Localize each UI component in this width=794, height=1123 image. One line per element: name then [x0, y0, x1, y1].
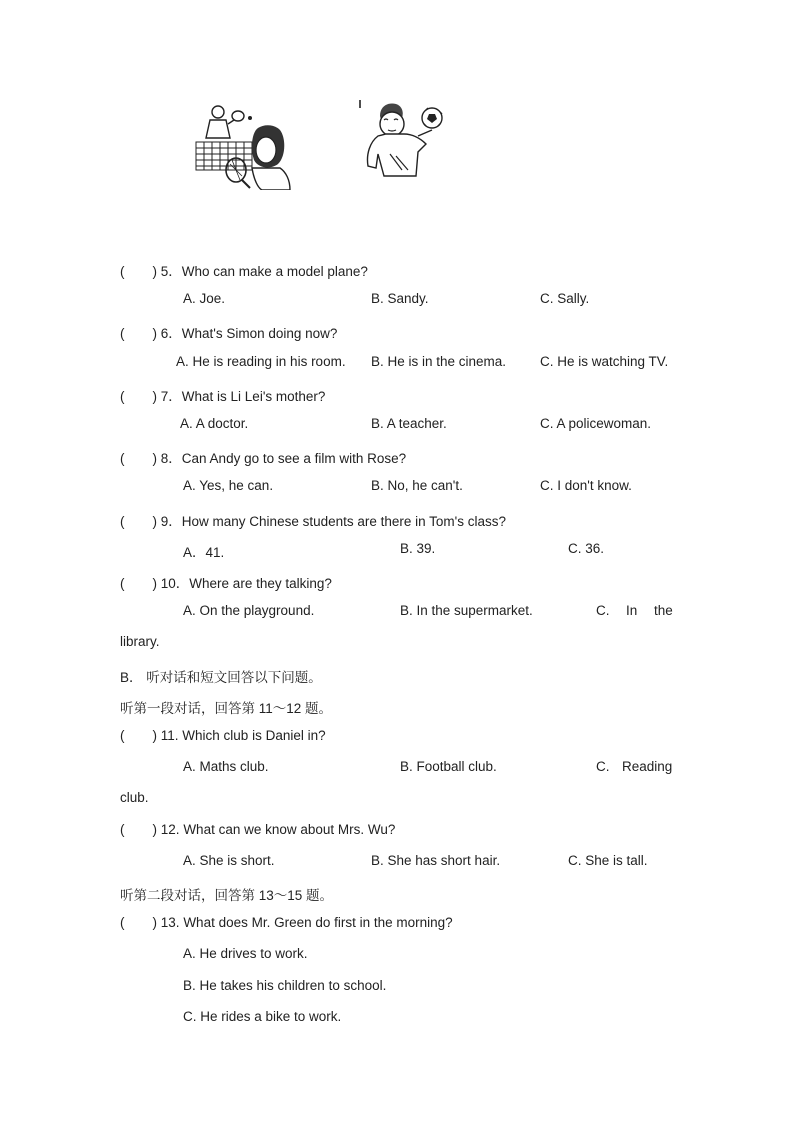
- option-b: B. In the supermarket.: [400, 603, 533, 618]
- answer-paren-open: (: [120, 326, 125, 341]
- question-text: What's Simon doing now?: [181, 326, 338, 341]
- option-b: B. He is in the cinema.: [371, 354, 507, 369]
- question-number: 11.: [160, 728, 179, 743]
- option-c-wrap: club.: [120, 790, 149, 805]
- question-number: 8．: [160, 451, 182, 466]
- answer-paren-close: ): [152, 264, 157, 279]
- option-b: B. 39.: [400, 541, 436, 556]
- option-b: B. Sandy.: [371, 291, 429, 306]
- answer-paren-close: ): [152, 822, 157, 837]
- question-number: 6．: [160, 326, 182, 341]
- answer-paren-close: ): [152, 451, 157, 466]
- option-a: A. A doctor.: [180, 416, 249, 431]
- answer-paren-open: (: [120, 264, 125, 279]
- option-c-letter: C.: [596, 759, 610, 774]
- question-10: [120, 572, 332, 592]
- question-number: 9．: [160, 514, 182, 529]
- option-a: A. Joe.: [183, 291, 226, 306]
- question-text: What does Mr. Green do first in the morning?: [183, 915, 453, 930]
- answer-paren-open: (: [120, 915, 125, 930]
- option-a: A. Maths club.: [183, 759, 269, 774]
- question-text: How many Chinese students are there in Tom's class?: [181, 514, 507, 529]
- option-a: A. Yes, he can.: [183, 478, 274, 493]
- option-b: B. She has short hair.: [371, 853, 501, 868]
- option-b: B. A teacher.: [371, 416, 447, 431]
- question-13: [120, 915, 453, 930]
- option-c: C. 36.: [568, 541, 605, 556]
- option-a: A. He drives to work.: [183, 946, 308, 961]
- question-7: [120, 385, 325, 405]
- option-b: B. No, he can't.: [371, 478, 463, 493]
- section-b-heading: B． 听对话和短文回答以下问题。: [120, 670, 322, 685]
- answer-paren-close: ): [152, 326, 157, 341]
- option-a: A. She is short.: [183, 853, 275, 868]
- question-11: [120, 728, 326, 743]
- question-5: [120, 260, 368, 280]
- question-text: What is Li Lei's mother?: [181, 389, 326, 404]
- question-text: Can Andy go to see a film with Rose?: [181, 451, 407, 466]
- question-text: What can we know about Mrs. Wu?: [183, 822, 396, 837]
- option-c-wrap: library.: [120, 634, 160, 649]
- dialog-1-instruction: 听第一段对话，回答第 11～12 题。: [120, 701, 333, 716]
- question-8: [120, 447, 406, 467]
- question-9: [120, 510, 506, 530]
- answer-paren-open: (: [120, 728, 125, 743]
- question-number: 12.: [160, 822, 180, 837]
- option-c: C. He rides a bike to work.: [183, 1009, 342, 1024]
- question-6: [120, 322, 337, 342]
- option-b: B. He takes his children to school.: [183, 978, 387, 993]
- option-c: C. He is watching TV.: [540, 354, 669, 369]
- option-c: C. I don't know.: [540, 478, 632, 493]
- option-a: A. He is reading in his room.: [176, 354, 346, 369]
- answer-paren-close: ): [152, 915, 157, 930]
- answer-paren-close: ): [152, 576, 157, 591]
- answer-paren-close: ): [152, 389, 157, 404]
- option-c-letter: C.: [596, 603, 610, 618]
- tennis-players-picture: [192, 98, 292, 190]
- question-number: 7．: [160, 389, 182, 404]
- question-text: Where are they talking?: [189, 576, 332, 591]
- question-number: 13.: [160, 915, 180, 930]
- answer-paren-open: (: [120, 576, 125, 591]
- answer-paren-close: ): [152, 728, 157, 743]
- question-12: [120, 822, 395, 837]
- option-b: B. Football club.: [400, 759, 497, 774]
- question-number: 5．: [160, 264, 182, 279]
- answer-paren-close: ): [152, 514, 157, 529]
- answer-paren-open: (: [120, 389, 125, 404]
- question-number: 10．: [160, 576, 190, 591]
- football-player-picture: [356, 96, 456, 178]
- question-text: Who can make a model plane?: [181, 264, 368, 279]
- option-a: A．41.: [183, 545, 225, 560]
- answer-paren-open: (: [120, 451, 125, 466]
- option-c-word: the: [654, 603, 673, 618]
- question-text: Which club is Daniel in?: [182, 728, 326, 743]
- answer-paren-open: (: [120, 514, 125, 529]
- option-a: A. On the playground.: [183, 603, 315, 618]
- option-c-word: In: [626, 603, 638, 618]
- option-c: C. She is tall.: [568, 853, 648, 868]
- answer-paren-open: (: [120, 822, 125, 837]
- dialog-2-instruction: 听第二段对话，回答第 13～15 题。: [120, 888, 334, 903]
- option-c-word: Reading: [622, 759, 673, 774]
- option-c: C. Sally.: [540, 291, 590, 306]
- option-c: C. A policewoman.: [540, 416, 652, 431]
